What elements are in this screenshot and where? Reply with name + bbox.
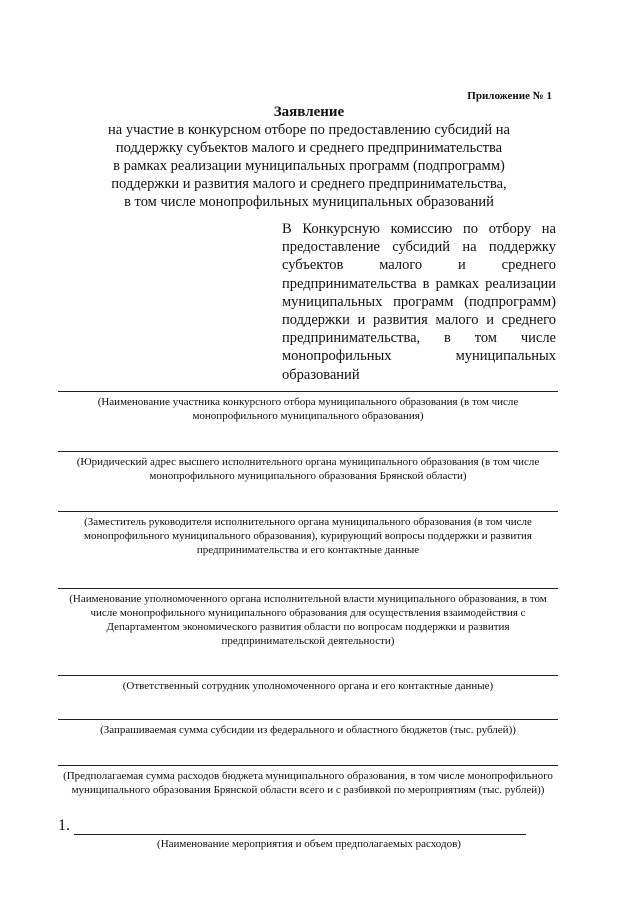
field-caption: (Заместитель руководителя исполнительного органа муниципального образования (в том числе монопрофильного муниципального образования), курирующий вопросы поддержки и развития предпринимательства и его контактные данные bbox=[84, 516, 532, 556]
subtitle-line: в рамках реализации муниципальных программ (подпрограмм) bbox=[113, 158, 505, 174]
activity-item bbox=[58, 816, 526, 835]
form-field-deputy-head bbox=[58, 511, 558, 557]
field-caption: (Наименование участника конкурсного отбора муниципального образования (в том числе монопрофильного муниципального образования) bbox=[97, 396, 519, 422]
form-field-authorized-body bbox=[58, 588, 558, 648]
field-caption: (Наименование уполномоченного органа исполнительной власти муниципального образования, в том числе монопрофильного муниципального образования для осуществления взаимодействия с Департаментом экономического развития области по вопросам поддержки и развития предпринимательской деятельности) bbox=[69, 593, 547, 647]
field-caption: (Предполагаемая сумма расходов бюджета муниципального образования, в том числе монопрофильного муниципального образования Брянской области всего и с разбивкой по мероприятиям (тыс. рублей)) bbox=[63, 770, 553, 796]
subtitle-line: на участие в конкурсном отборе по предоставлению субсидий на bbox=[108, 122, 510, 138]
subtitle-line: поддержки и развития малого и среднего предпринимательства, bbox=[111, 176, 507, 192]
form-field-participant bbox=[58, 391, 558, 423]
form-field-responsible-employee bbox=[58, 675, 558, 693]
field-caption: (Запрашиваемая сумма субсидии из федерального и областного бюджетов (тыс. рублей)) bbox=[100, 724, 516, 736]
item-caption: (Наименование мероприятия и объем предполагаемых расходов) bbox=[157, 838, 461, 850]
form-field-subsidy-amount bbox=[58, 719, 558, 737]
form-field-budget-expenses bbox=[58, 765, 558, 797]
item-number: 1. bbox=[58, 817, 70, 834]
field-caption: (Юридический адрес высшего исполнительного органа муниципального образования (в том числе монопрофильного муниципального образования Брянской области) bbox=[76, 456, 540, 482]
addressee-block: В Конкурсную комиссию по отбору на предоставление субсидий на поддержку субъектов малого и среднего предпринимательства в рамках реализации муниципальных программ (подпрограмм) поддержки и развития малого и среднего предпринимательства, в том числе монопрофильных муниципальных образований bbox=[282, 221, 556, 383]
document-title: Заявление bbox=[273, 104, 345, 120]
subtitle-line: в том числе монопрофильных муниципальных образований bbox=[124, 194, 494, 210]
form-field-legal-address bbox=[58, 451, 558, 483]
fill-line bbox=[74, 816, 526, 835]
subtitle-line: поддержку субъектов малого и среднего предпринимательства bbox=[115, 140, 503, 156]
document-subtitle bbox=[0, 121, 618, 211]
appendix-label: Приложение № 1 bbox=[467, 90, 552, 102]
field-caption: (Ответственный сотрудник уполномоченного органа и его контактные данные) bbox=[122, 680, 494, 692]
